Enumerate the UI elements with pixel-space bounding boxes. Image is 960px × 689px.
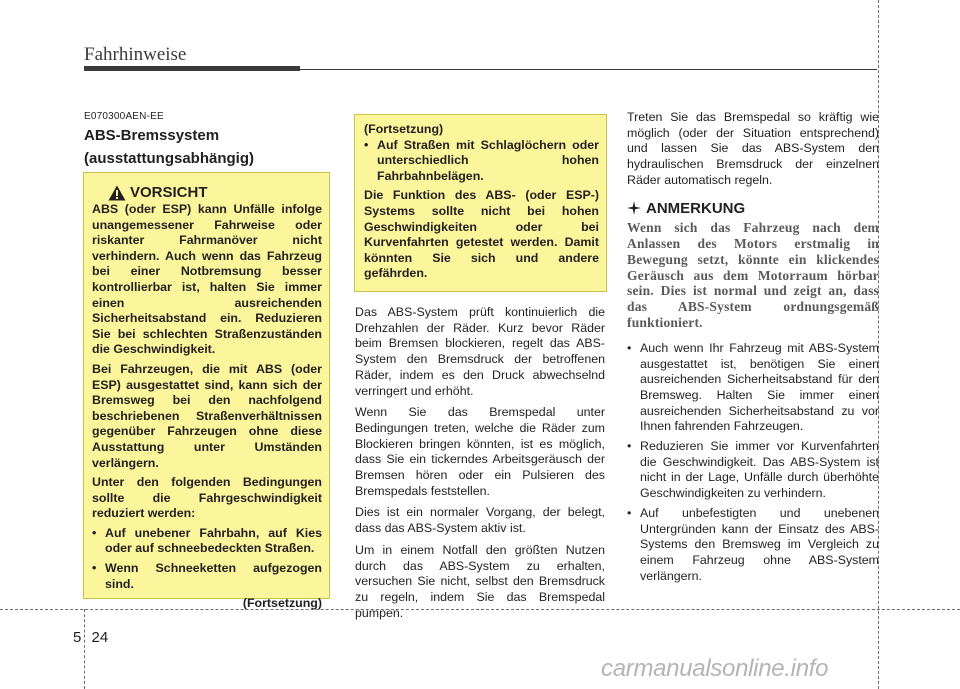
body-bullet-text: Auf unbefestigten und unebenen Untergründen kann der Einsatz des ABS-Systems den Bremsweg im Vergleich zu einem Fahrzeug ohne ABS-System verlängern. [640, 505, 879, 583]
caution-paragraph: Bei Fahrzeugen, die mit ABS (oder ESP) ausgestattet sind, kann sich der Bremsweg bei den nachfolgend beschriebenen Straßenverhältnissen gegenüber Fahrzeugen ohne diese Ausstattung unter Umständen verlängern. [92, 361, 322, 470]
caution-bullet: • Wenn Schneeketten aufgezogen sind. [92, 561, 322, 591]
body-bullet-text: Auch wenn Ihr Fahrzeug mit ABS-System ausgestattet ist, benötigen Sie einen ausreichenden Sicherheitsabstand für den Bremsweg. Halten Sie immer einen ausreichenden Sicherheitsabstand zu vor Ihnen fahrenden Fahrzeugen. [640, 340, 879, 434]
caution-box [83, 172, 330, 611]
warning-triangle-icon [108, 185, 126, 201]
note-text: Wenn sich das Fahrzeug nach dem Anlassen des Motors erstmalig in Bewegung setzt, könnte ein klickendes Geräusch aus dem Motorraum hörbar sein. Dies ist normal und zeigt an, dass das ABS-System ordnungsgemäß funktioniert. [627, 220, 879, 330]
body-paragraph: Wenn Sie das Bremspedal unter Bedingungen treten, welche die Räder zum Blockieren bringen könnten, ist es möglich, dass Sie ein tickerndes Arbeitsgeräusch der Bremsen hören oder ein Pulsieren des Bremspedals feststellen. [355, 405, 605, 498]
note-star-icon [627, 201, 641, 215]
body-column-2 [355, 305, 605, 627]
page-index: 24 [91, 629, 109, 646]
section-code: E070300AEN-EE [84, 111, 164, 122]
header-rule [300, 69, 877, 70]
body-bullet: • Auch wenn Ihr Fahrzeug mit ABS-System ausgestattet ist, benötigen Sie einen ausreichenden Sicherheitsabstand für den Bremsweg. Halten Sie immer einen ausreichenden Sicherheitsabstand zu vor Ihnen fahrenden Fahrzeugen. [627, 340, 879, 434]
caution-paragraph: Unter den folgenden Bedingungen sollte die Fahrgeschwindigkeit reduziert werden: [92, 475, 322, 521]
caution-bullet-text: Auf unebener Fahrbahn, auf Kies oder auf schneebedeckten Straßen. [105, 525, 322, 556]
caution-paragraph: Die Funktion des ABS- (oder ESP-) Systems sollte nicht bei hohen Geschwindigkeiten oder bei Kurvenfahrten getestet werden. Damit könnten Sie sich und andere gefährden. [364, 188, 599, 281]
body-paragraph: Treten Sie das Bremspedal so kräftig wie möglich (oder der Situation entsprechend) und lassen Sie das ABS-System den hydraulischen Bremsdruck der einzelnen Räder automatisch regeln. [627, 110, 879, 187]
caution-continued-box [354, 114, 607, 292]
caution-heading-text: VORSICHT [130, 184, 208, 202]
body-paragraph: Dies ist ein normaler Vorgang, der belegt, dass das ABS-System aktiv ist. [355, 505, 605, 536]
caution-bullet-text: Auf Straßen mit Schlaglöchern oder unterschiedlich hohen Fahrbahnbelägen. [377, 137, 599, 183]
note-heading [627, 201, 879, 217]
caution-bullet: • Auf Straßen mit Schlaglöchern oder unterschiedlich hohen Fahrbahnbelägen. [364, 137, 599, 183]
body-bullet-text: Reduzieren Sie immer vor Kurvenfahrten die Geschwindigkeit. Das ABS-System ist nicht in der Lage, Unfälle durch überhöhte Geschwindigkeiten zu verhindern. [640, 439, 879, 501]
caution-heading [108, 185, 322, 201]
caution-bullet-text: Wenn Schneeketten aufgezogen sind. [105, 561, 322, 591]
caution-continued: (Fortsetzung) [242, 596, 322, 611]
header-bar [84, 66, 300, 71]
body-column-3 [627, 110, 879, 588]
footer-divider [84, 609, 85, 689]
watermark: carmanualsonline.info [601, 655, 829, 682]
body-paragraph: Das ABS-System prüft kontinuierlich die Drehzahlen der Räder. Kurz bevor Räder beim Bremsen blockieren, regelt das ABS-System den Bremsdruck der betroffenen Räder, indem es den Druck abwechselnd verringert und erhöht. [355, 305, 605, 398]
chapter-number: 5 [73, 629, 82, 646]
caution-continued-heading: (Fortsetzung) [364, 122, 444, 136]
note-heading-text: ANMERKUNG [646, 199, 746, 217]
header-title: Fahrhinweise [84, 44, 187, 65]
caution-paragraph: ABS (oder ESP) kann Unfälle infolge unangemessener Fahrweise oder riskanter Fahrmanöver nicht verhindern. Auch wenn das Fahrzeug bei einer Notbremsung besser kontrollierbar ist, halten Sie immer einen ausreichenden Sicherheitsabstand ein. Reduzieren Sie bei schlechten Straßenzuständen die Geschwindigkeit. [92, 202, 322, 357]
body-bullet: • Reduzieren Sie immer vor Kurvenfahrten die Geschwindigkeit. Das ABS-System ist nicht in der Lage, Unfälle durch überhöhte Geschwindigkeiten zu verhindern. [627, 439, 879, 501]
footer-rule [0, 609, 960, 610]
margin-guide [878, 0, 879, 689]
section-title: ABS-Bremssystem (ausstattungsabhängig) [84, 127, 255, 167]
caution-bullet: • Auf unebener Fahrbahn, auf Kies oder auf schneebedeckten Straßen. [92, 525, 322, 556]
body-bullet: • Auf unbefestigten und unebenen Untergründen kann der Einsatz des ABS-Systems den Bremsweg im Vergleich zu einem Fahrzeug ohne ABS-System verlängern. [627, 505, 879, 583]
body-paragraph: Um in einem Notfall den größten Nutzen durch das ABS-System zu erhalten, versuchen Sie nicht, selbst den Bremsdruck zu regeln, indem Sie das Bremspedal pumpen. [355, 542, 605, 620]
page-number [73, 629, 114, 646]
